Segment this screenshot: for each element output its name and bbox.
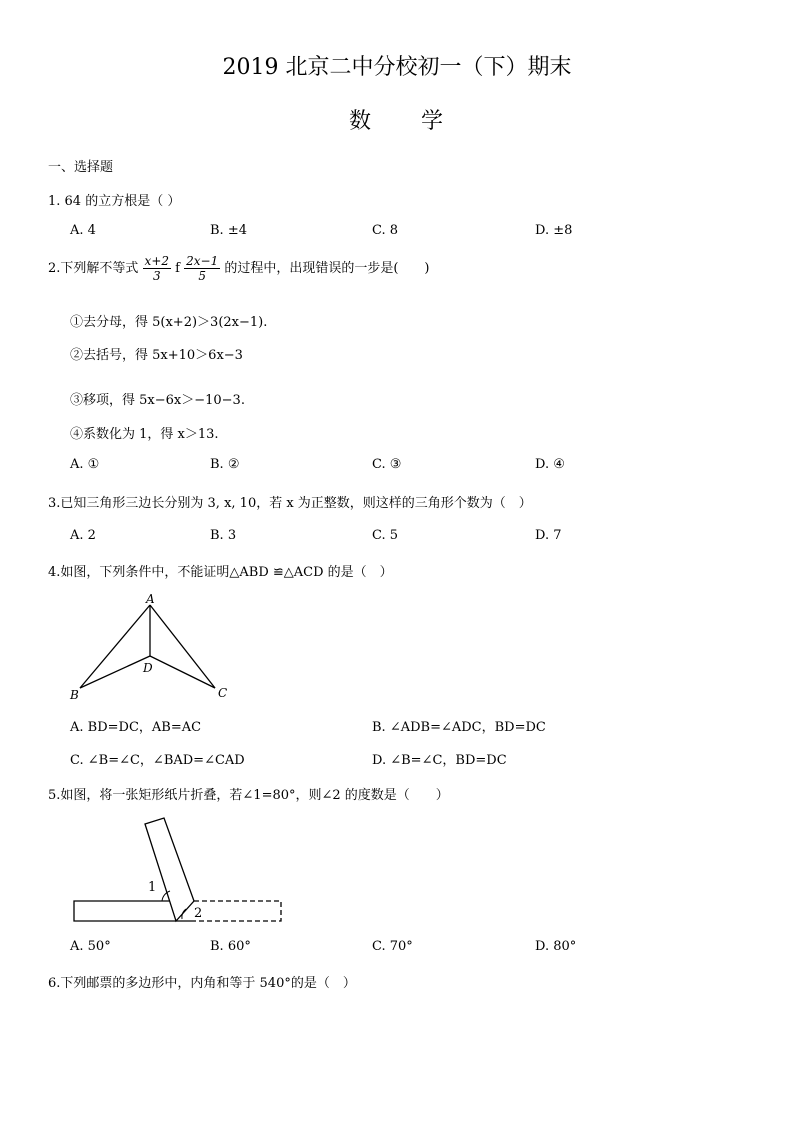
angle-1-label: 1 (148, 880, 157, 895)
page-title: 2019 北京二中分校初一（下）期末 (222, 55, 572, 80)
label-c: C (218, 686, 228, 700)
q2-step-2: ②去括号，得 5x+10＞6x−3 (70, 348, 243, 363)
q2-step-4: ④系数化为 1，得 x＞13. (70, 427, 219, 442)
subject-title: 数 学 (348, 109, 445, 134)
label-d: D (143, 661, 153, 675)
q4-option-c: C. ∠B=∠C，∠BAD=∠CAD (70, 753, 245, 768)
section-heading: 一、选择题 (48, 160, 114, 175)
question-1-stem: 1. 64 的立方根是（ ） (48, 194, 181, 209)
strip-dashed-edge (194, 901, 281, 921)
q2-frac2-numerator: 2x−1 (186, 254, 219, 268)
q5-folded-paper-figure (70, 815, 290, 930)
q4-triangle-figure (60, 590, 240, 705)
segment-cd (150, 656, 215, 688)
q2-step-1: ①去分母，得 5(x+2)＞3(2x−1). (70, 315, 268, 330)
q1-option-a: A. 4 (70, 223, 96, 238)
angle-2-label: 2 (194, 906, 203, 921)
q5-option-d: D. 80° (535, 939, 577, 954)
q2-fraction-1 (143, 254, 171, 283)
question-5-stem: 5.如图，将一张矩形纸片折叠，若∠1=80°，则∠2 的度数是（ ） (48, 788, 449, 803)
q2-frac2-denominator: 5 (198, 269, 206, 283)
q2-mid-symbol: f (175, 261, 180, 276)
label-a: A (146, 592, 155, 606)
question-3-stem: 3.已知三角形三边长分别为 3, x, 10，若 x 为正整数，则这样的三角形个数为（ ） (48, 496, 532, 511)
q2-prefix: 2.下列解不等式 (48, 261, 139, 276)
q2-option-b: B. ② (210, 457, 240, 472)
q2-fraction-2 (184, 254, 220, 283)
segment-bd (80, 656, 150, 688)
q2-suffix: 的过程中，出现错误的一步是( ) (224, 261, 430, 276)
q2-frac1-numerator: x+2 (144, 254, 170, 268)
q1-option-d: D. ±8 (535, 223, 573, 238)
q2-option-d: D. ④ (535, 457, 565, 472)
q2-option-a: A. ① (70, 457, 100, 472)
q1-option-b: B. ±4 (210, 223, 247, 238)
segment-ac (150, 605, 215, 688)
q1-option-c: C. 8 (372, 223, 399, 238)
question-4-stem: 4.如图，下列条件中，不能证明△ABD ≌△ACD 的是（ ） (48, 565, 393, 580)
q5-option-c: C. 70° (372, 939, 413, 954)
q3-option-c: C. 5 (372, 528, 399, 543)
segment-ab (80, 605, 150, 688)
q2-option-c: C. ③ (372, 457, 402, 472)
q5-option-b: B. 60° (210, 939, 251, 954)
q4-option-d: D. ∠B=∠C，BD=DC (372, 753, 507, 768)
q2-frac1-denominator: 3 (152, 269, 161, 283)
q3-option-d: D. 7 (535, 528, 562, 543)
question-2-stem (48, 254, 430, 283)
q3-option-b: B. 3 (210, 528, 237, 543)
question-6-stem: 6.下列邮票的多边形中，内角和等于 540°的是（ ） (48, 976, 356, 991)
q5-option-a: A. 50° (70, 939, 111, 954)
label-b: B (70, 688, 79, 702)
folded-strip (145, 818, 194, 921)
q4-option-b: B. ∠ADB=∠ADC，BD=DC (372, 720, 546, 735)
q4-option-a: A. BD=DC，AB=AC (70, 720, 202, 735)
q2-step-3: ③移项，得 5x−6x＞−10−3. (70, 393, 245, 408)
q3-option-a: A. 2 (70, 528, 96, 543)
